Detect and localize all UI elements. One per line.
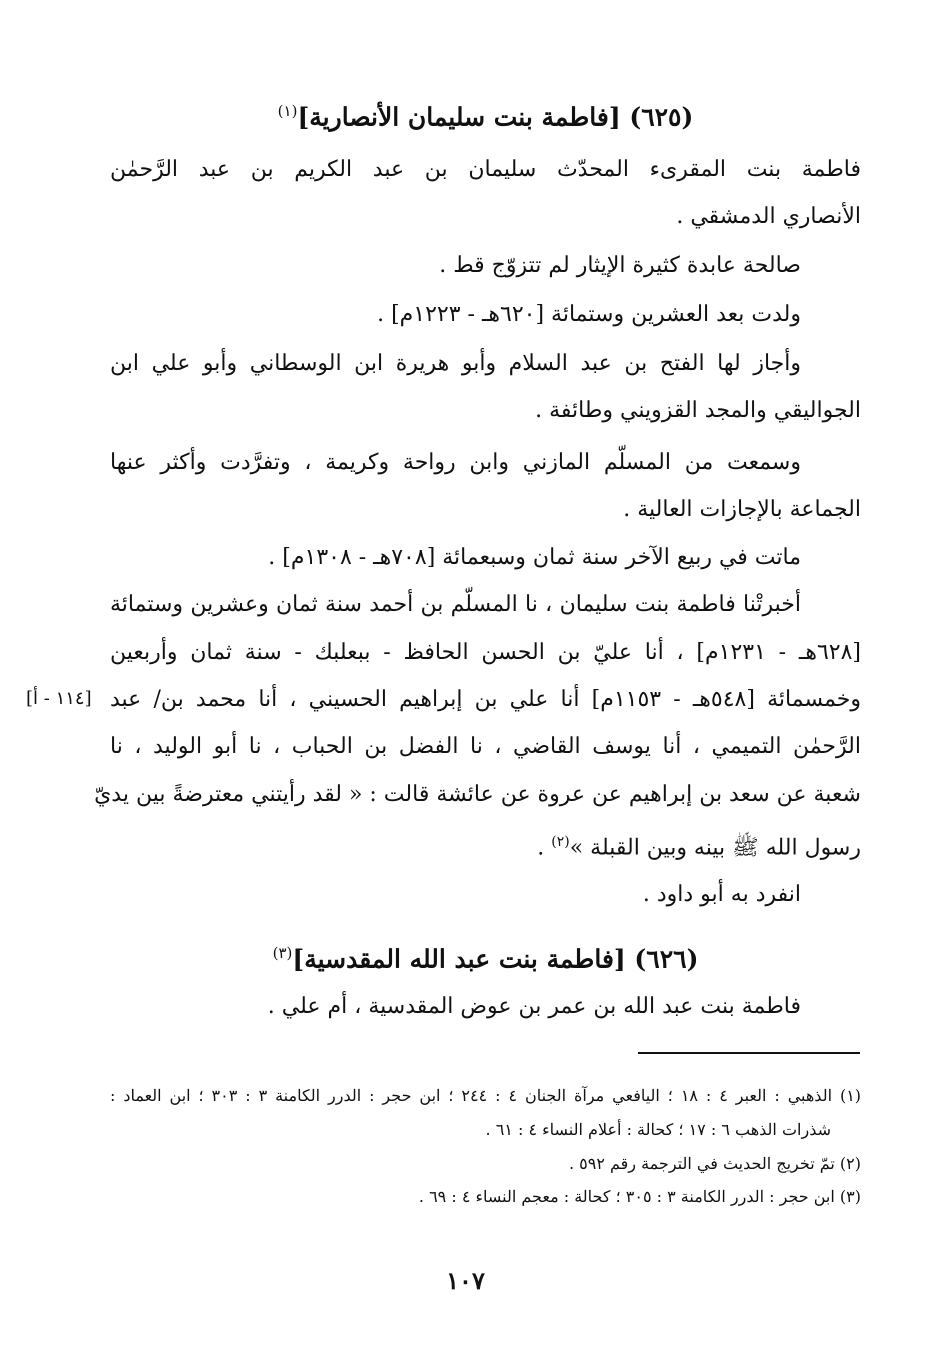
footnote-ref-1[interactable]: (١): [277, 102, 298, 120]
footnote-1: (١) الذهبي : العبر ٤ : ١٨ ؛ اليافعي مرآة الجنان ٤ : ٢٤٤ ؛ ابن حجر : الدرر الكامنة ٣ : ٣٠٣ ؛ ابن العماد :: [110, 1086, 862, 1105]
hadith-end-dot: .: [537, 835, 552, 861]
text-line: ماتت في ربيع الآخر سنة ثمان وسبعمائة [٧٠٨هـ - ١٣٠٨م] .: [268, 545, 801, 570]
entry-625-heading: [110, 92, 861, 136]
footnote-ref-2[interactable]: (٢): [551, 834, 570, 850]
hadith-text: رسول الله ﷺ بينه وبين القبلة »: [569, 835, 861, 861]
entry-626-heading: [110, 934, 861, 978]
footnote-ref-3[interactable]: (٣): [272, 944, 293, 962]
text-line: الرَّحمٰن التميمي ، أنا يوسف القاضي ، نا الفضل بن الحباب ، نا أبو الوليد ، نا: [110, 734, 861, 759]
footnote-3: (٣) ابن حجر : الدرر الكامنة ٣ : ٣٠٥ ؛ كحالة : معجم النساء ٤ : ٦٩ .: [418, 1187, 861, 1206]
text-line: ولدت بعد العشرين وستمائة [٦٢٠هـ - ١٢٢٣م] .: [377, 302, 801, 327]
footnote-separator: [638, 1052, 860, 1054]
text-line: وسمعت من المسلّم المازني وابن رواحة وكريمة ، وتفرَّدت وأكثر عنها: [110, 450, 801, 475]
text-line: الجواليقي والمجد القزويني وطائفة .: [535, 398, 861, 423]
page-number: ١٠٧: [446, 1266, 485, 1295]
text-line: [٦٢٨هـ - ١٢٣١م] ، أنا عليّ بن الحسن الحافظ - ببعلبك - سنة ثمان وأربعين: [110, 640, 862, 665]
text-line: فاطمة بنت عبد الله بن عمر بن عوض المقدسية ، أم علي .: [267, 994, 801, 1019]
text-line: وخمسمائة [٥٤٨هـ - ١١٥٣م] أنا علي بن إبراهيم الحسيني ، أنا محمد بن/ عبد: [110, 687, 862, 712]
entry-626-heading-text: (٦٢٦) [فاطمة بنت عبد الله المقدسية]: [292, 944, 699, 974]
footnote-2: (٢) تمّ تخريج الحديث في الترجمة رقم ٥٩٢ .: [568, 1154, 861, 1173]
text-line-hadith-end: [110, 825, 861, 859]
text-line: فاطمة بنت المقرىء المحدّث سليمان بن عبد الكريم بن عبد الرَّحمٰن: [110, 157, 861, 182]
text-line: شعبة عن سعد بن إبراهيم عن عروة عن عائشة قالت : « لقد رأيتني معترضةً بين يديّ: [94, 782, 861, 807]
footnote-1-continued: شذرات الذهب ٦ : ١٧ ؛ كحالة : أعلام النساء ٤ : ٦١ .: [485, 1120, 831, 1139]
entry-625-heading-text: (٦٢٥) [فاطمة بنت سليمان الأنصارية]: [297, 102, 694, 132]
text-line: صالحة عابدة كثيرة الإيثار لم تتزوّج قط .: [439, 253, 801, 278]
text-line: وأجاز لها الفتح بن عبد السلام وأبو هريرة ابن الوسطاني وأبو علي ابن: [110, 351, 801, 376]
manuscript-folio-note: [١١٤ - أ]: [26, 688, 92, 709]
text-line: الجماعة بالإجازات العالية .: [623, 497, 861, 522]
text-line: أخبرتْنا فاطمة بنت سليمان ، نا المسلّم بن أحمد سنة ثمان وعشرين وستمائة: [110, 592, 801, 617]
text-line: انفرد به أبو داود .: [642, 882, 801, 907]
text-line: الأنصاري الدمشقي .: [676, 204, 861, 229]
